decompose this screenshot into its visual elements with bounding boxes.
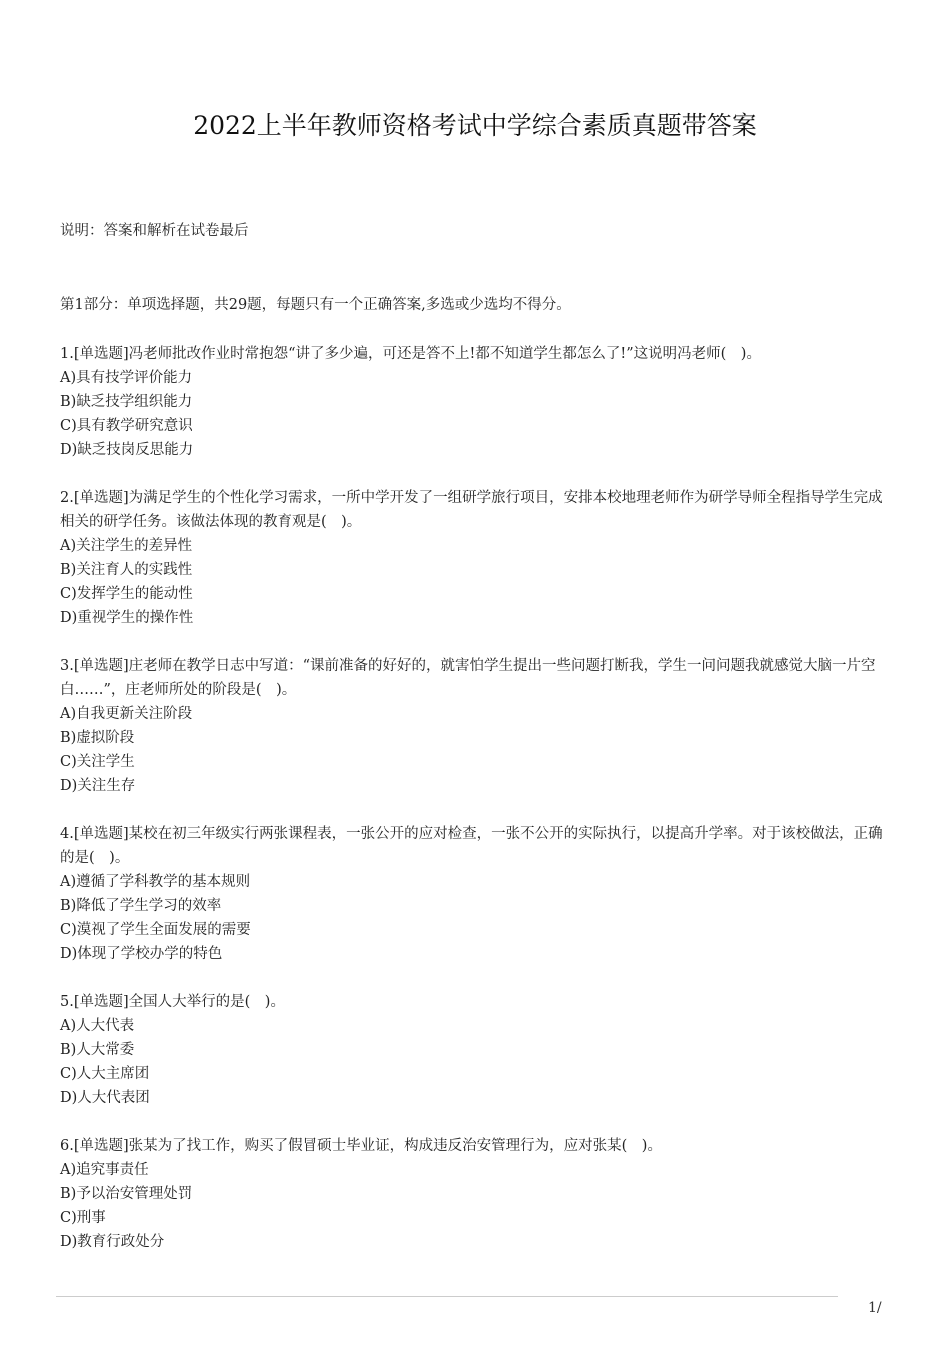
- option-c: C)人大主席团: [60, 1066, 150, 1082]
- option-a: A)关注学生的差异性: [60, 538, 193, 554]
- page-title: 2022上半年教师资格考试中学综合素质真题带答案: [193, 111, 757, 140]
- question-stem: 3.[单选题]庄老师在教学日志中写道：“课前准备的好好的，就害怕学生提出一些问题打断我，学生一问问题我就感觉大脑一片空白……”，庄老师所处的阶段是( )。: [60, 658, 876, 698]
- option-c: C)发挥学生的能动性: [60, 586, 193, 602]
- question-stem: 2.[单选题]为满足学生的个性化学习需求，一所中学开发了一组研学旅行项目，安排本校地理老师作为研学导师全程指导学生完成相关的研学任务。该做法体现的教育观是( )。: [60, 490, 883, 530]
- question-3: [60, 654, 890, 798]
- option-b: B)关注育人的实践性: [60, 562, 193, 578]
- option-d: D)缺乏技岗反思能力: [60, 442, 194, 458]
- option-b: B)降低了学生学习的效率: [60, 898, 222, 914]
- option-c: C)关注学生: [60, 754, 135, 770]
- option-d: D)教育行政处分: [60, 1234, 165, 1250]
- option-d: D)关注生存: [60, 778, 136, 794]
- question-stem: 4.[单选题]某校在初三年级实行两张课程表，一张公开的应对检查，一张不公开的实际执行，以提高升学率。对于该校做法，正确的是( )。: [60, 826, 883, 866]
- question-4: [60, 822, 890, 966]
- question-list: [60, 342, 890, 1278]
- question-stem: 5.[单选题]全国人大举行的是( )。: [60, 994, 285, 1010]
- question-6: [60, 1134, 890, 1254]
- option-d: D)重视学生的操作性: [60, 610, 194, 626]
- section-heading: 第1部分：单项选择题，共29题，每题只有一个正确答案,多选或少选均不得分。: [60, 297, 571, 313]
- question-5: [60, 990, 890, 1110]
- option-b: B)缺乏技学组织能力: [60, 394, 193, 410]
- question-1: [60, 342, 890, 462]
- option-a: A)具有技学评价能力: [60, 370, 193, 386]
- option-b: B)人大常委: [60, 1042, 135, 1058]
- footer-divider: [56, 1296, 838, 1297]
- option-c: C)具有教学研究意识: [60, 418, 193, 434]
- option-d: D)体现了学校办学的特色: [60, 946, 223, 962]
- option-a: A)人大代表: [60, 1018, 135, 1034]
- question-stem: 1.[单选题]冯老师批改作业时常抱怨“讲了多少遍，可还是答不上!都不知道学生都怎么了!”这说明冯老师( )。: [60, 346, 761, 362]
- option-b: B)予以治安管理处罚: [60, 1186, 193, 1202]
- answer-note: 说明：答案和解析在试卷最后: [60, 223, 249, 239]
- option-a: A)遵循了学科教学的基本规则: [60, 874, 251, 890]
- option-a: A)自我更新关注阶段: [60, 706, 193, 722]
- page-number: 1/: [868, 1300, 882, 1316]
- question-stem: 6.[单选题]张某为了找工作，购买了假冒硕士毕业证，构成违反治安管理行为，应对张某( )。: [60, 1138, 662, 1154]
- question-2: [60, 486, 890, 630]
- option-c: C)漠视了学生全面发展的需要: [60, 922, 251, 938]
- option-b: B)虚拟阶段: [60, 730, 135, 746]
- option-d: D)人大代表团: [60, 1090, 150, 1106]
- option-c: C)刑事: [60, 1210, 106, 1226]
- option-a: A)追究事责任: [60, 1162, 149, 1178]
